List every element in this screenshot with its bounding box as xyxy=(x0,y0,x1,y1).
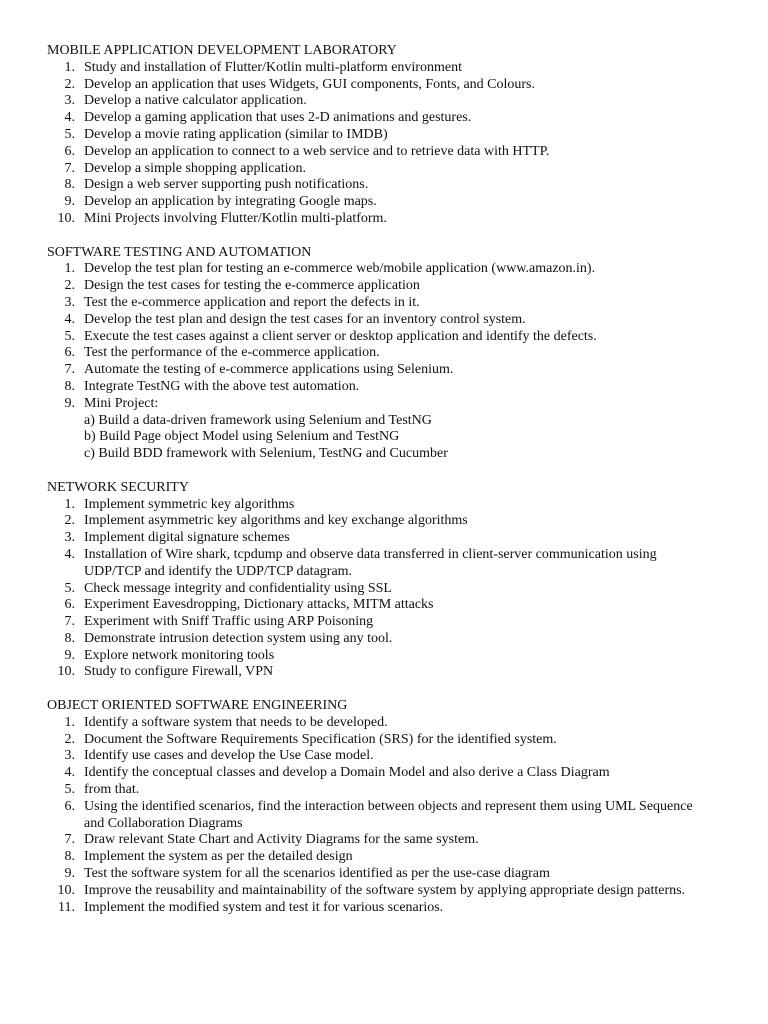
item-text: Check message integrity and confidentiality using SSL xyxy=(84,580,392,596)
item-number: 8. xyxy=(64,177,75,193)
item-text: Mini Project: xyxy=(84,395,159,411)
item-text: Develop an application that uses Widgets, GUI components, Fonts, and Colours. xyxy=(84,76,536,92)
item-text-block xyxy=(84,345,704,362)
list-item xyxy=(47,60,768,77)
list-item xyxy=(47,832,768,849)
list-item xyxy=(47,513,768,530)
item-number: 2. xyxy=(64,513,75,529)
item-text: Develop a movie rating application (similar to IMDB) xyxy=(84,126,388,142)
sub-list xyxy=(84,413,704,463)
item-text: Implement symmetric key algorithms xyxy=(84,496,295,512)
item-text-block xyxy=(84,715,704,732)
section xyxy=(47,245,768,463)
item-number: 11. xyxy=(58,899,75,915)
item-text: Identify the conceptual classes and develop a Domain Model and also derive a Class Diagram xyxy=(84,765,610,781)
list-item xyxy=(47,597,768,614)
list-item xyxy=(47,664,768,681)
item-text-block xyxy=(84,60,704,77)
item-text-block xyxy=(84,497,704,514)
item-text-block xyxy=(84,261,704,278)
item-text: Study and installation of Flutter/Kotlin multi-platform environment xyxy=(84,59,462,75)
list-item xyxy=(47,614,768,631)
section-title: NETWORK SECURITY xyxy=(47,479,189,495)
item-number: 4. xyxy=(64,110,75,126)
list-item xyxy=(47,715,768,732)
list-item xyxy=(47,211,768,228)
item-text-block xyxy=(84,211,704,228)
item-text-block xyxy=(84,396,704,463)
section xyxy=(47,480,768,682)
item-text: Develop a simple shopping application. xyxy=(84,160,307,176)
section-title: OBJECT ORIENTED SOFTWARE ENGINEERING xyxy=(47,698,348,714)
item-text: Develop a native calculator application. xyxy=(84,93,307,109)
list-item xyxy=(47,144,768,161)
item-text-block xyxy=(84,127,704,144)
item-text-block xyxy=(84,866,704,883)
item-text: Implement the modified system and test it for various scenarios. xyxy=(84,899,444,915)
item-number: 3. xyxy=(64,530,75,546)
item-number: 9. xyxy=(64,647,75,663)
item-text: Automate the testing of e-commerce applications using Selenium. xyxy=(84,362,454,378)
item-text-block xyxy=(84,547,704,581)
item-number: 8. xyxy=(64,378,75,394)
item-number: 3. xyxy=(64,294,75,310)
list-item xyxy=(47,782,768,799)
item-text-block xyxy=(84,379,704,396)
list-item xyxy=(47,631,768,648)
list-item xyxy=(47,77,768,94)
item-text-block xyxy=(84,732,704,749)
list-item xyxy=(47,497,768,514)
item-number: 4. xyxy=(64,765,75,781)
item-text-block xyxy=(84,614,704,631)
item-number: 9. xyxy=(64,194,75,210)
item-number: 4. xyxy=(64,311,75,327)
list-item xyxy=(47,261,768,278)
item-text: Test the software system for all the scenarios identified as per the use-case diagram xyxy=(84,866,550,882)
list-item xyxy=(47,581,768,598)
item-number: 5. xyxy=(64,126,75,142)
item-text-block xyxy=(84,93,704,110)
item-text: from that. xyxy=(84,782,140,798)
item-text: Draw relevant State Chart and Activity Diagrams for the same system. xyxy=(84,832,479,848)
list-item xyxy=(47,295,768,312)
numbered-list xyxy=(47,60,768,228)
item-text: Document the Software Requirements Specification (SRS) for the identified system. xyxy=(84,731,557,747)
list-item xyxy=(47,177,768,194)
sub-item: b) Build Page object Model using Selenium and TestNG xyxy=(84,429,400,445)
numbered-list xyxy=(47,497,768,682)
item-text: Improve the reusability and maintainability of the software system by applying appropriate design patterns. xyxy=(84,882,686,898)
item-text: Implement the system as per the detailed design xyxy=(84,849,353,865)
item-text: Identify use cases and develop the Use Case model. xyxy=(84,748,374,764)
list-item xyxy=(47,362,768,379)
section-title: MOBILE APPLICATION DEVELOPMENT LABORATORY xyxy=(47,43,397,58)
list-item xyxy=(47,93,768,110)
item-text: Design a web server supporting push notifications. xyxy=(84,177,369,193)
item-number: 4. xyxy=(64,546,75,562)
list-item xyxy=(47,127,768,144)
list-item xyxy=(47,799,768,833)
item-number: 2. xyxy=(64,731,75,747)
list-item xyxy=(47,530,768,547)
list-item xyxy=(47,161,768,178)
item-text-block xyxy=(84,631,704,648)
item-number: 5. xyxy=(64,782,75,798)
item-number: 6. xyxy=(64,143,75,159)
item-text-block xyxy=(84,194,704,211)
list-item xyxy=(47,312,768,329)
item-text: Develop the test plan for testing an e-commerce web/mobile application (www.amazon.in). xyxy=(84,261,596,277)
item-text-block xyxy=(84,849,704,866)
list-item xyxy=(47,900,768,917)
item-number: 1. xyxy=(64,714,75,730)
list-item xyxy=(47,396,768,463)
item-number: 7. xyxy=(64,614,75,630)
item-text-block xyxy=(84,161,704,178)
item-number: 5. xyxy=(64,580,75,596)
list-item xyxy=(47,278,768,295)
item-text: Implement digital signature schemes xyxy=(84,530,290,546)
item-text-block xyxy=(84,177,704,194)
sub-item: c) Build BDD framework with Selenium, TestNG and Cucumber xyxy=(84,446,448,462)
item-text: Demonstrate intrusion detection system using any tool. xyxy=(84,630,393,646)
list-item xyxy=(47,849,768,866)
item-text: Test the e-commerce application and report the defects in it. xyxy=(84,294,420,310)
list-item xyxy=(47,883,768,900)
section-title: SOFTWARE TESTING AND AUTOMATION xyxy=(47,244,312,260)
item-text: Execute the test cases against a client server or desktop application and identify the defects. xyxy=(84,328,597,344)
item-number: 5. xyxy=(64,328,75,344)
item-text-block xyxy=(84,312,704,329)
item-text-block xyxy=(84,329,704,346)
item-text: Using the identified scenarios, find the interaction between objects and represent them using UML Sequence and Collaboration Diagrams xyxy=(84,798,693,831)
item-text-block xyxy=(84,765,704,782)
item-number: 2. xyxy=(64,278,75,294)
item-number: 6. xyxy=(64,798,75,814)
item-text-block xyxy=(84,597,704,614)
item-number: 10. xyxy=(57,882,75,898)
list-item xyxy=(47,194,768,211)
list-item xyxy=(47,379,768,396)
item-number: 7. xyxy=(64,160,75,176)
item-text-block xyxy=(84,77,704,94)
item-text-block xyxy=(84,748,704,765)
item-number: 7. xyxy=(64,832,75,848)
item-number: 9. xyxy=(64,866,75,882)
list-item xyxy=(47,765,768,782)
section xyxy=(47,698,768,916)
list-item xyxy=(47,732,768,749)
item-text-block xyxy=(84,144,704,161)
item-text-block xyxy=(84,362,704,379)
item-number: 9. xyxy=(64,395,75,411)
item-text: Mini Projects involving Flutter/Kotlin multi-platform. xyxy=(84,210,387,226)
item-text: Implement asymmetric key algorithms and key exchange algorithms xyxy=(84,513,468,529)
item-number: 10. xyxy=(57,664,75,680)
item-number: 3. xyxy=(64,748,75,764)
item-number: 7. xyxy=(64,362,75,378)
item-text-block xyxy=(84,799,704,833)
item-text: Develop an application to connect to a web service and to retrieve data with HTTP. xyxy=(84,143,550,159)
item-number: 8. xyxy=(64,849,75,865)
item-text-block xyxy=(84,530,704,547)
item-text-block xyxy=(84,782,704,799)
item-text-block xyxy=(84,295,704,312)
item-text: Develop a gaming application that uses 2-D animations and gestures. xyxy=(84,110,472,126)
list-item xyxy=(47,110,768,127)
item-text-block xyxy=(84,648,704,665)
item-text: Identify a software system that needs to be developed. xyxy=(84,714,388,730)
list-item xyxy=(47,345,768,362)
item-text: Develop the test plan and design the test cases for an inventory control system. xyxy=(84,311,526,327)
item-number: 6. xyxy=(64,345,75,361)
list-item xyxy=(47,866,768,883)
item-text: Installation of Wire shark, tcpdump and observe data transferred in client-server communication using UDP/TCP and identify the UDP/TCP datagram. xyxy=(84,546,657,579)
item-text: Test the performance of the e-commerce application. xyxy=(84,345,380,361)
item-number: 6. xyxy=(64,597,75,613)
item-number: 2. xyxy=(64,76,75,92)
item-text: Develop an application by integrating Google maps. xyxy=(84,194,377,210)
sub-item: a) Build a data-driven framework using Selenium and TestNG xyxy=(84,412,432,428)
numbered-list xyxy=(47,261,768,463)
item-text-block xyxy=(84,581,704,598)
item-number: 8. xyxy=(64,630,75,646)
item-text: Study to configure Firewall, VPN xyxy=(84,664,274,680)
list-item xyxy=(47,748,768,765)
item-number: 1. xyxy=(64,59,75,75)
numbered-list xyxy=(47,715,768,917)
item-text-block xyxy=(84,110,704,127)
list-item xyxy=(47,547,768,581)
item-number: 3. xyxy=(64,93,75,109)
item-text: Experiment Eavesdropping, Dictionary attacks, MITM attacks xyxy=(84,597,434,613)
item-number: 1. xyxy=(64,496,75,512)
list-item xyxy=(47,329,768,346)
item-text-block xyxy=(84,513,704,530)
item-text: Design the test cases for testing the e-commerce application xyxy=(84,278,420,294)
item-text-block xyxy=(84,278,704,295)
item-text: Integrate TestNG with the above test automation. xyxy=(84,378,360,394)
section xyxy=(47,43,768,228)
item-text-block xyxy=(84,883,704,900)
item-text-block xyxy=(84,900,704,917)
item-number: 1. xyxy=(64,261,75,277)
item-text: Explore network monitoring tools xyxy=(84,647,275,663)
item-text-block xyxy=(84,664,704,681)
item-text-block xyxy=(84,832,704,849)
item-number: 10. xyxy=(57,210,75,226)
list-item xyxy=(47,648,768,665)
item-text: Experiment with Sniff Traffic using ARP Poisoning xyxy=(84,614,374,630)
